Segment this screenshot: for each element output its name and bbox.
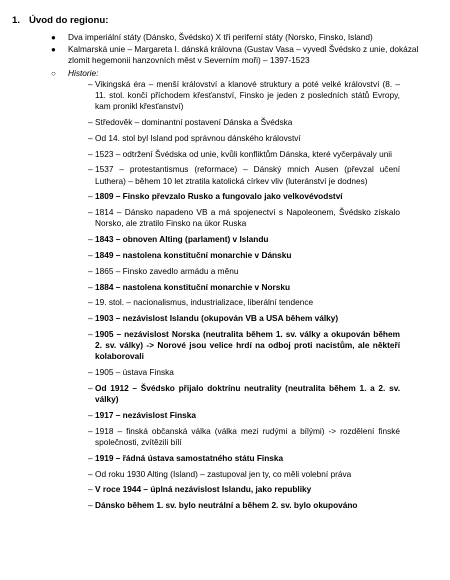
history-item-text: 1523 – odtržení Švédska od unie, kvůli konfliktům Dánska, které vyčerpávaly unii (95, 148, 392, 159)
dash-icon: – (88, 250, 93, 260)
top-level-list (0, 32, 450, 516)
dash-icon: – (88, 382, 93, 393)
history-item (68, 149, 424, 160)
history-item-text: V roce 1944 – úplná nezávislost Islandu, jako republiky (95, 484, 312, 495)
history-item (68, 282, 424, 293)
history-item-text: 19. stol. – nacionalismus, industrializace, liberální tendence (95, 297, 314, 308)
list-item (0, 32, 450, 43)
history-item-text: 1843 – obnoven Alting (parlament) v Islandu (95, 234, 269, 245)
history-item-text: Dánsko během 1. sv. bylo neutrální a během 2. sv. bylo okupováno (95, 500, 358, 511)
history-list (68, 79, 424, 512)
dash-icon: – (88, 367, 93, 378)
section-heading (12, 15, 108, 27)
history-item-text: 1903 – nezávislost Islandu (okupován VB a USA během války) (95, 313, 339, 324)
hollow-bullet-icon: ○ (51, 68, 56, 78)
dash-icon: – (88, 425, 93, 436)
dash-icon: – (88, 468, 93, 479)
history-item-text: 1809 – Finsko převzalo Rusko a fungovalo jako velkovévodství (95, 191, 343, 202)
historie-label: Historie: (68, 67, 99, 78)
heading-number: 1. (12, 15, 21, 26)
history-item (68, 469, 424, 480)
history-item (68, 117, 424, 128)
dash-icon: – (88, 132, 93, 143)
list-item-text: Kalmarská unie – Margareta I. dánská královna (Gustav Vasa – vyvedl Švédsko z unie, dokázal zlomit hegemonii hanzovních měst v Severním moři) – 1397-1523 (68, 44, 419, 66)
dash-icon: – (88, 78, 93, 89)
dash-icon: – (88, 117, 93, 128)
history-item (68, 329, 424, 363)
history-item-text: 1537 – protestantismus (reformace) – Dánský mnich Ausen (převzal učení Luthera) – během 10 let ztratila katolická církev vliv (luteránství je dodnes) (95, 164, 400, 186)
history-item-text: 1849 – nastolena konstituční monarchie v Dánsku (95, 250, 292, 260)
bullet-icon: ● (51, 45, 56, 55)
history-item (68, 133, 424, 144)
history-item-text: 1918 – finská občanská válka (válka mezi rudými a bílými) -> rozdělení finské společnosti, zvítězili bílí (95, 425, 400, 447)
list-item-historie (0, 68, 450, 512)
dash-icon: – (88, 265, 93, 276)
dash-icon: – (88, 484, 93, 495)
history-item-text: Středověk – dominantní postavení Dánska a Švédska (95, 117, 293, 128)
history-item (68, 207, 424, 229)
bullet-icon: ● (51, 33, 56, 42)
history-item (68, 500, 424, 511)
history-item (68, 383, 424, 405)
dash-icon: – (88, 409, 93, 420)
heading-title: Úvod do regionu: (29, 15, 109, 26)
history-item (68, 250, 424, 261)
history-item (68, 313, 424, 324)
history-item-text: 1865 – Finsko zavedlo armádu a měnu (95, 265, 239, 276)
dash-icon: – (88, 297, 93, 308)
dash-icon: – (88, 191, 93, 202)
history-item-text: 1884 – nastolena konstituční monarchie v Norsku (95, 281, 291, 292)
history-item (68, 234, 424, 245)
history-item-text: 1917 – nezávislost Finska (95, 409, 197, 420)
history-item (68, 297, 424, 308)
history-item-text: Od roku 1930 Alting (Island) – zastupoval jen ty, co měli volební práva (95, 468, 352, 479)
dash-icon: – (88, 148, 93, 159)
dash-icon: – (88, 207, 93, 218)
history-item (68, 266, 424, 277)
dash-icon: – (88, 164, 93, 175)
history-item-text: 1814 – Dánsko napadeno VB a má spojenectví s Napoleonem, Švédsko získalo Norsko, ale ztratilo Finsko na úkor Ruska (95, 207, 400, 229)
history-item-text: Od 1912 – Švédsko přijalo doktrínu neutrality (neutralita během 1. a 2. sv. války) (95, 382, 400, 405)
dash-icon: – (88, 313, 93, 324)
history-item (68, 191, 424, 202)
history-item (68, 164, 424, 186)
list-item (0, 44, 450, 66)
history-item (68, 453, 424, 464)
dash-icon: – (88, 500, 93, 511)
dash-icon: – (88, 234, 93, 245)
history-item-text: Vikingská éra – menší království a klanové struktury a poté velké království (8. – 11. stol. končí příchodem křesťanství, Finsko je jeden z posledních států Evropy, kam pronikl křesťanství) (95, 78, 400, 112)
history-item (68, 426, 424, 448)
history-item (68, 367, 424, 378)
history-item-text: Od 14. stol byl Island pod správnou dánského království (95, 132, 301, 143)
history-item-text: 1905 – ústava Finska (95, 367, 174, 378)
history-item (68, 484, 424, 495)
dash-icon: – (88, 452, 93, 463)
history-item (68, 410, 424, 421)
dash-icon: – (88, 281, 93, 292)
list-item-text: Dva imperiální státy (Dánsko, Švédsko) X tři periferní státy (Norsko, Finsko, Island) (68, 32, 373, 42)
dash-icon: – (88, 328, 93, 339)
history-item-text: 1919 – řádná ústava samostatného státu Finska (95, 452, 284, 463)
history-item-text: 1905 – nezávislost Norska (neutralita během 1. sv. války a okupován během 2. sv. války) -> Norové jsou velice hrdí na odboj proti nacistům, ale někteří kolaborovali (95, 328, 400, 362)
history-item (68, 79, 424, 113)
